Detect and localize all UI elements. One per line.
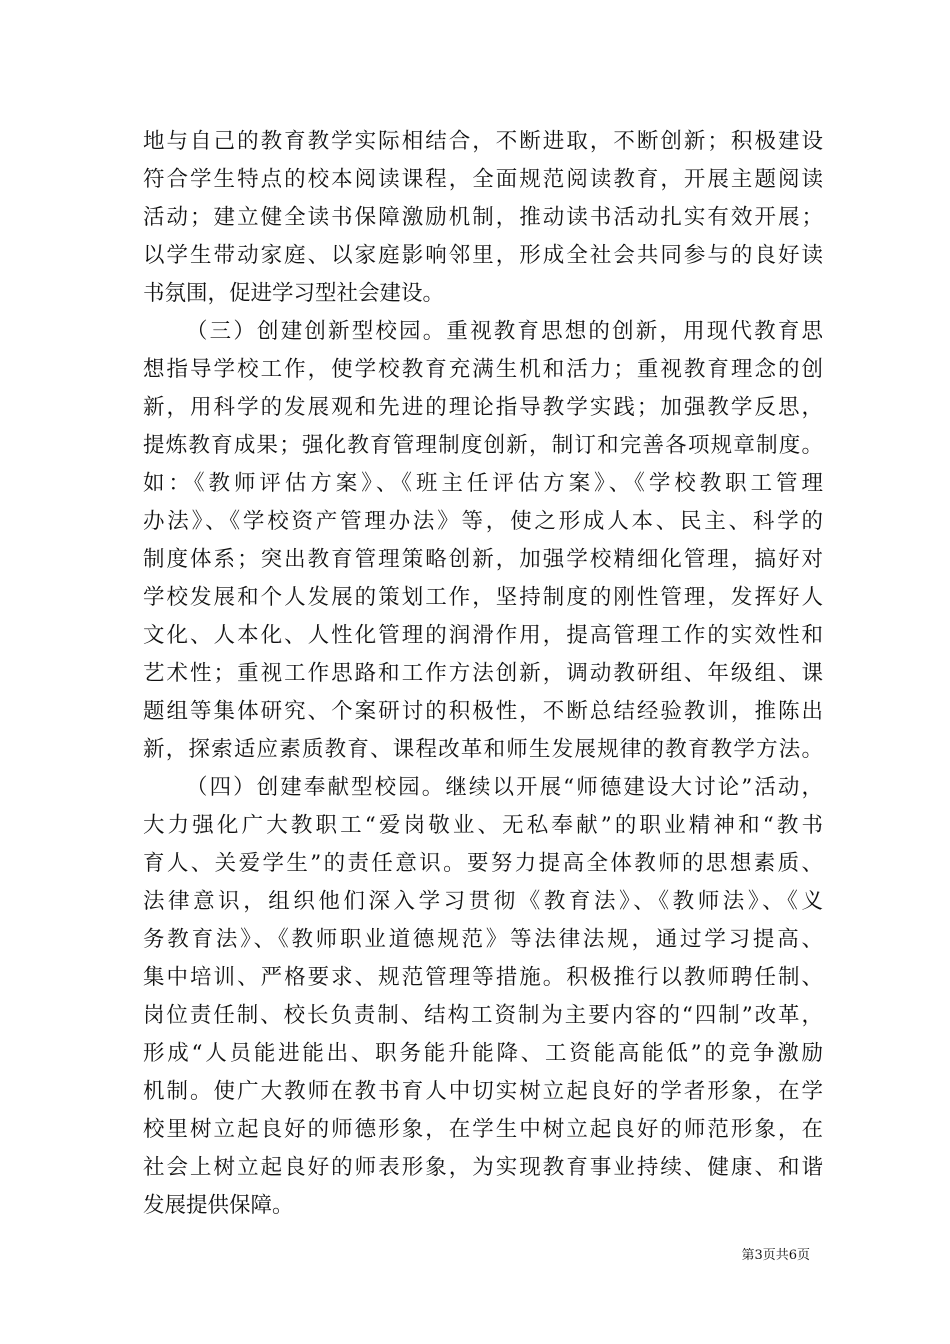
paragraph-line: 新，探索适应素质教育、课程改革和师生发展规律的教育教学方法。 (143, 737, 823, 762)
paragraph-line: 文化、人本化、人性化管理的润滑作用，提高管理工作的实效性和 (143, 623, 823, 648)
paragraph-line: 形成“人员能进能出、职务能升能降、工资能高能低”的竞争激励 (143, 1041, 823, 1066)
paragraph-line: 艺术性；重视工作思路和工作方法创新，调动教研组、年级组、课 (143, 661, 823, 686)
paragraph-line: 岗位责任制、校长负责制、结构工资制为主要内容的“四制”改革， (143, 1003, 823, 1028)
paragraph-line: 制度体系；突出教育管理策略创新，加强学校精细化管理，搞好对 (143, 547, 823, 572)
paragraph-line: 大力强化广大教职工“爱岗敬业、无私奉献”的职业精神和“教书 (143, 813, 823, 838)
paragraph-line: 社会上树立起良好的师表形象，为实现教育事业持续、健康、和谐 (143, 1155, 823, 1180)
paragraph-line: 以学生带动家庭、以家庭影响邻里，形成全社会共同参与的良好读 (143, 243, 823, 268)
paragraph-line: 想指导学校工作，使学校教育充满生机和活力；重视教育理念的创 (143, 357, 823, 382)
paragraph-line: 提炼教育成果；强化教育管理制度创新，制订和完善各项规章制度。 (143, 433, 823, 458)
paragraph-line: 符合学生特点的校本阅读课程，全面规范阅读教育，开展主题阅读 (143, 167, 823, 192)
paragraph-line: 集中培训、严格要求、规范管理等措施。积极推行以教师聘任制、 (143, 965, 823, 990)
paragraph-line: 活动；建立健全读书保障激励机制，推动读书活动扎实有效开展； (143, 205, 823, 230)
paragraph-line: 育人、关爱学生”的责任意识。要努力提高全体教师的思想素质、 (143, 851, 823, 876)
paragraph-line: 法律意识，组织他们深入学习贯彻《教育法》、《教师法》、《义 (143, 889, 823, 914)
paragraph-line: 发展提供保障。 (143, 1193, 294, 1218)
paragraph-line: （四）创建奉献型校园。继续以开展“师德建设大讨论”活动， (186, 775, 823, 800)
paragraph-line: 机制。使广大教师在教书育人中切实树立起良好的学者形象，在学 (143, 1079, 823, 1104)
paragraph-line: 地与自己的教育教学实际相结合，不断进取，不断创新；积极建设 (143, 129, 823, 154)
paragraph-line: 务教育法》、《教师职业道德规范》等法律法规，通过学习提高、 (143, 927, 823, 952)
paragraph-line: （三）创建创新型校园。重视教育思想的创新，用现代教育思 (186, 319, 823, 344)
page-number-footer: 第3页共6页 (741, 1248, 810, 1263)
paragraph-line: 题组等集体研究、个案研讨的积极性，不断总结经验教训，推陈出 (143, 699, 823, 724)
paragraph-line: 如：《教师评估方案》、《班主任评估方案》、《学校教职工管理 (143, 471, 823, 496)
paragraph-line: 书氛围，促进学习型社会建设。 (143, 281, 445, 306)
paragraph-line: 新，用科学的发展观和先进的理论指导教学实践；加强教学反思， (143, 395, 823, 420)
paragraph-line: 办法》、《学校资产管理办法》等，使之形成人本、民主、科学的 (143, 509, 823, 534)
paragraph-line: 学校发展和个人发展的策划工作，坚持制度的刚性管理，发挥好人 (143, 585, 823, 610)
paragraph-line: 校里树立起良好的师德形象，在学生中树立起良好的师范形象，在 (143, 1117, 823, 1142)
